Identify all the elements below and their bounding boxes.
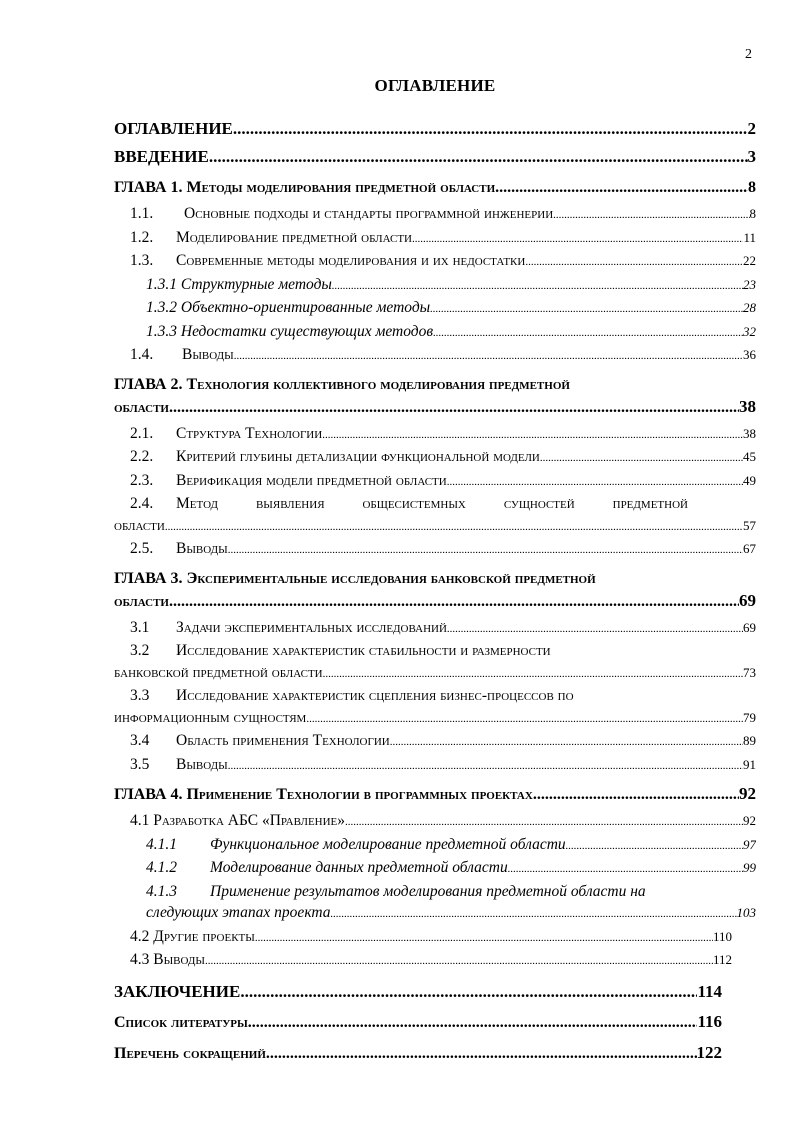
subsection-title: Моделирование данных предметной области xyxy=(210,859,508,876)
toc-entry-title: Список литературы xyxy=(114,1013,248,1031)
subsection-title: 1.3.2 Объектно-ориентированные методы xyxy=(146,299,431,316)
section-page: 69 xyxy=(743,619,756,635)
section-title: Исследование характеристик сцепления бизнес-процессов по xyxy=(176,687,574,704)
dot-leader xyxy=(306,709,743,731)
subsection-number: 4.1.2 xyxy=(146,859,177,876)
section-title-word: Метод xyxy=(176,495,218,512)
dot-leader xyxy=(165,517,743,539)
subsection-page: 103 xyxy=(736,905,756,920)
section-title: Структура Технологии xyxy=(176,424,323,442)
section-title: Критерий глубины детализации функциональной модели xyxy=(176,448,540,465)
table-of-contents xyxy=(114,115,756,1069)
toc-entry-title: ОГЛАВЛЕНИЕ xyxy=(114,119,233,138)
toc-section-3-4[interactable] xyxy=(114,730,756,754)
section-number: 2.3. xyxy=(130,471,154,489)
toc-entry-page: 116 xyxy=(697,1011,722,1031)
section-title: Моделирование предметной области xyxy=(176,228,412,246)
section-title-word: предметной xyxy=(612,495,688,512)
dot-leader xyxy=(433,323,743,345)
toc-entry-page: 114 xyxy=(697,981,722,1001)
section-page: 79 xyxy=(743,709,756,725)
toc-section-2-1[interactable] xyxy=(114,423,756,447)
dot-leader xyxy=(540,448,743,470)
toc-subsection-4-1-2[interactable] xyxy=(114,857,756,881)
toc-entry-page: 69 xyxy=(739,590,756,610)
toc-subsection-4-1-1[interactable] xyxy=(114,834,756,858)
section-number: 3.4 xyxy=(130,732,150,749)
chapter-title-cont: области xyxy=(114,592,169,610)
toc-entry-vvedenie[interactable] xyxy=(114,143,756,171)
section-title: Верификация модели предметной области xyxy=(176,471,447,489)
chapter-label: ГЛАВА 3. xyxy=(114,569,183,587)
toc-section-3-3[interactable] xyxy=(114,685,756,730)
chapter-title: Технология коллективного моделирования предметной xyxy=(186,375,570,393)
toc-subsection-4-1-3[interactable] xyxy=(114,881,756,926)
section-page: 92 xyxy=(743,813,756,828)
chapter-title: Экспериментальные исследования банковской предметной xyxy=(186,569,596,587)
subsection-page: 28 xyxy=(743,300,756,315)
dot-leader xyxy=(430,299,743,321)
subsection-page: 23 xyxy=(743,276,756,292)
dot-leader xyxy=(553,205,749,227)
toc-section-2-3[interactable] xyxy=(114,470,756,494)
subsection-page: 32 xyxy=(743,323,756,339)
toc-entry-title: ЗАКЛЮЧЕНИЕ xyxy=(114,981,241,1001)
toc-section-1-3[interactable] xyxy=(114,250,756,274)
chapter-label: ГЛАВА 1. xyxy=(114,179,183,196)
toc-section-2-5[interactable] xyxy=(114,538,756,562)
section-title: Основные подходы и стандарты программной инженерии xyxy=(184,205,554,222)
section-title: Выводы xyxy=(176,540,228,557)
section-title-cont: области xyxy=(114,516,165,534)
section-page: 22 xyxy=(743,253,756,268)
dot-leader xyxy=(240,977,697,1007)
section-number: 1.2. xyxy=(130,228,154,246)
toc-heading: ОГЛАВЛЕНИЕ xyxy=(374,76,496,95)
section-page: 110 xyxy=(712,928,732,944)
section-title: Выводы xyxy=(176,755,228,773)
section-page: 45 xyxy=(743,449,756,464)
section-title-cont: банковской предметной области xyxy=(114,663,323,681)
toc-section-3-2[interactable] xyxy=(114,640,756,685)
section-title: 4.3 Выводы xyxy=(130,951,206,968)
subsection-title: 1.3.3 Недостатки существующих методов xyxy=(146,322,434,340)
toc-chapter-3[interactable] xyxy=(114,568,756,613)
section-title: Задачи экспериментальных исследований xyxy=(176,618,447,636)
toc-chapter-2[interactable] xyxy=(114,374,756,419)
dot-leader xyxy=(412,229,743,251)
dot-leader xyxy=(345,812,743,834)
dot-leader xyxy=(566,836,743,858)
toc-section-1-4[interactable] xyxy=(114,344,756,368)
page-number: 2 xyxy=(745,47,752,62)
section-page: 67 xyxy=(743,541,756,556)
dot-leader xyxy=(447,619,743,641)
chapter-label: ГЛАВА 2. xyxy=(114,375,183,393)
section-number: 1.3. xyxy=(130,252,154,269)
chapter-title: Применение Технологии в программных проектах xyxy=(186,786,533,803)
toc-section-4-1[interactable] xyxy=(114,810,756,834)
dot-leader xyxy=(228,756,743,778)
toc-entry-page: 122 xyxy=(696,1042,722,1062)
toc-section-3-1[interactable] xyxy=(114,617,756,641)
subsection-title: Применение результатов моделирования предметной области на xyxy=(210,882,646,900)
section-page: 73 xyxy=(743,664,756,680)
section-number: 2.5. xyxy=(130,540,154,557)
toc-section-4-2[interactable] xyxy=(114,926,756,950)
subsection-page: 97 xyxy=(743,836,756,852)
dot-leader xyxy=(255,928,713,950)
toc-entry-oglavlenie[interactable] xyxy=(114,115,756,143)
dot-leader xyxy=(209,143,748,171)
toc-section-2-2[interactable] xyxy=(114,446,756,470)
toc-section-4-3[interactable] xyxy=(114,949,756,973)
dot-leader xyxy=(533,784,739,806)
section-page: 38 xyxy=(743,425,756,441)
section-title: Исследование характеристик стабильности и размерности xyxy=(176,642,551,659)
dot-leader xyxy=(331,904,737,926)
section-number: 2.1. xyxy=(130,424,154,442)
toc-section-1-1[interactable] xyxy=(114,203,756,227)
dot-leader xyxy=(322,425,743,447)
toc-entry-page: 8 xyxy=(748,179,756,196)
dot-leader xyxy=(332,276,743,298)
toc-subsection-1-3-3[interactable] xyxy=(114,321,756,345)
dot-leader xyxy=(248,1008,698,1038)
toc-entry-title: ВВЕДЕНИЕ xyxy=(114,147,209,166)
section-page: 36 xyxy=(743,347,756,362)
toc-entry-page: 92 xyxy=(739,784,756,803)
section-number: 1.1. xyxy=(130,205,154,222)
section-page: 89 xyxy=(743,733,756,748)
section-page: 11 xyxy=(743,229,756,245)
section-number: 3.2 xyxy=(130,642,150,659)
section-title: Область применения Технологии xyxy=(176,732,390,749)
toc-entry-literature[interactable] xyxy=(114,1007,756,1038)
section-page: 112 xyxy=(712,952,732,967)
toc-entry-title: Перечень сокращений xyxy=(114,1044,266,1062)
section-number: 1.4. xyxy=(130,346,154,363)
section-title-cont: информационным сущностям xyxy=(114,708,307,726)
section-number: 3.5 xyxy=(130,755,150,773)
dot-leader xyxy=(390,732,743,754)
toc-chapter-4[interactable] xyxy=(114,783,756,806)
subsection-page: 99 xyxy=(743,860,756,875)
dot-leader xyxy=(234,346,743,368)
dot-leader xyxy=(169,591,739,613)
subsection-title: 1.3.1 Структурные методы xyxy=(146,275,332,293)
toc-subsection-1-3-2[interactable] xyxy=(114,297,756,321)
dot-leader xyxy=(525,252,743,274)
subsection-title: Функциональное моделирование предметной области xyxy=(210,835,566,853)
toc-section-1-2[interactable] xyxy=(114,227,756,251)
chapter-title-cont: области xyxy=(114,398,169,416)
toc-chapter-1[interactable] xyxy=(114,177,756,199)
section-page: 91 xyxy=(743,756,756,772)
section-title: Выводы xyxy=(182,346,234,363)
section-title-word: выявления xyxy=(255,495,325,512)
section-page: 8 xyxy=(749,206,756,221)
toc-section-2-4[interactable] xyxy=(114,493,756,538)
section-title: 4.1 Разработка АБС «Правление» xyxy=(130,812,346,829)
toc-entry-page: 3 xyxy=(747,147,756,166)
toc-entry-page: 38 xyxy=(739,396,756,416)
dot-leader xyxy=(508,859,743,881)
section-title: Современные методы моделирования и их недостатки xyxy=(176,252,526,269)
dot-leader xyxy=(447,472,743,494)
dot-leader xyxy=(495,177,748,199)
section-page: 49 xyxy=(743,472,756,488)
subsection-number: 4.1.1 xyxy=(146,835,177,853)
section-title: 4.2 Другие проекты xyxy=(130,927,255,945)
section-page: 57 xyxy=(743,517,756,533)
section-number: 2.2. xyxy=(130,448,154,465)
toc-entry-zaklyuchenie[interactable] xyxy=(114,977,756,1007)
section-number: 3.1 xyxy=(130,618,150,636)
subsection-title-cont: следующих этапах проекта xyxy=(146,904,331,921)
dot-leader xyxy=(169,397,739,419)
section-title-word: общесистемных xyxy=(362,495,466,512)
toc-subsection-1-3-1[interactable] xyxy=(114,274,756,298)
toc-entry-abbreviations[interactable] xyxy=(114,1038,756,1069)
chapter-label: ГЛАВА 4. xyxy=(114,786,183,803)
toc-section-3-5[interactable] xyxy=(114,754,756,778)
dot-leader xyxy=(266,1039,697,1069)
dot-leader xyxy=(205,951,713,973)
subsection-number: 4.1.3 xyxy=(146,882,177,900)
dot-leader xyxy=(233,115,748,143)
chapter-title: Методы моделирования предметной области xyxy=(186,179,496,196)
dot-leader xyxy=(228,540,743,562)
dot-leader xyxy=(323,664,743,686)
toc-entry-page: 2 xyxy=(747,119,756,138)
section-number: 3.3 xyxy=(130,687,150,704)
section-title-word: сущностей xyxy=(503,495,575,512)
section-number: 2.4. xyxy=(130,495,154,512)
